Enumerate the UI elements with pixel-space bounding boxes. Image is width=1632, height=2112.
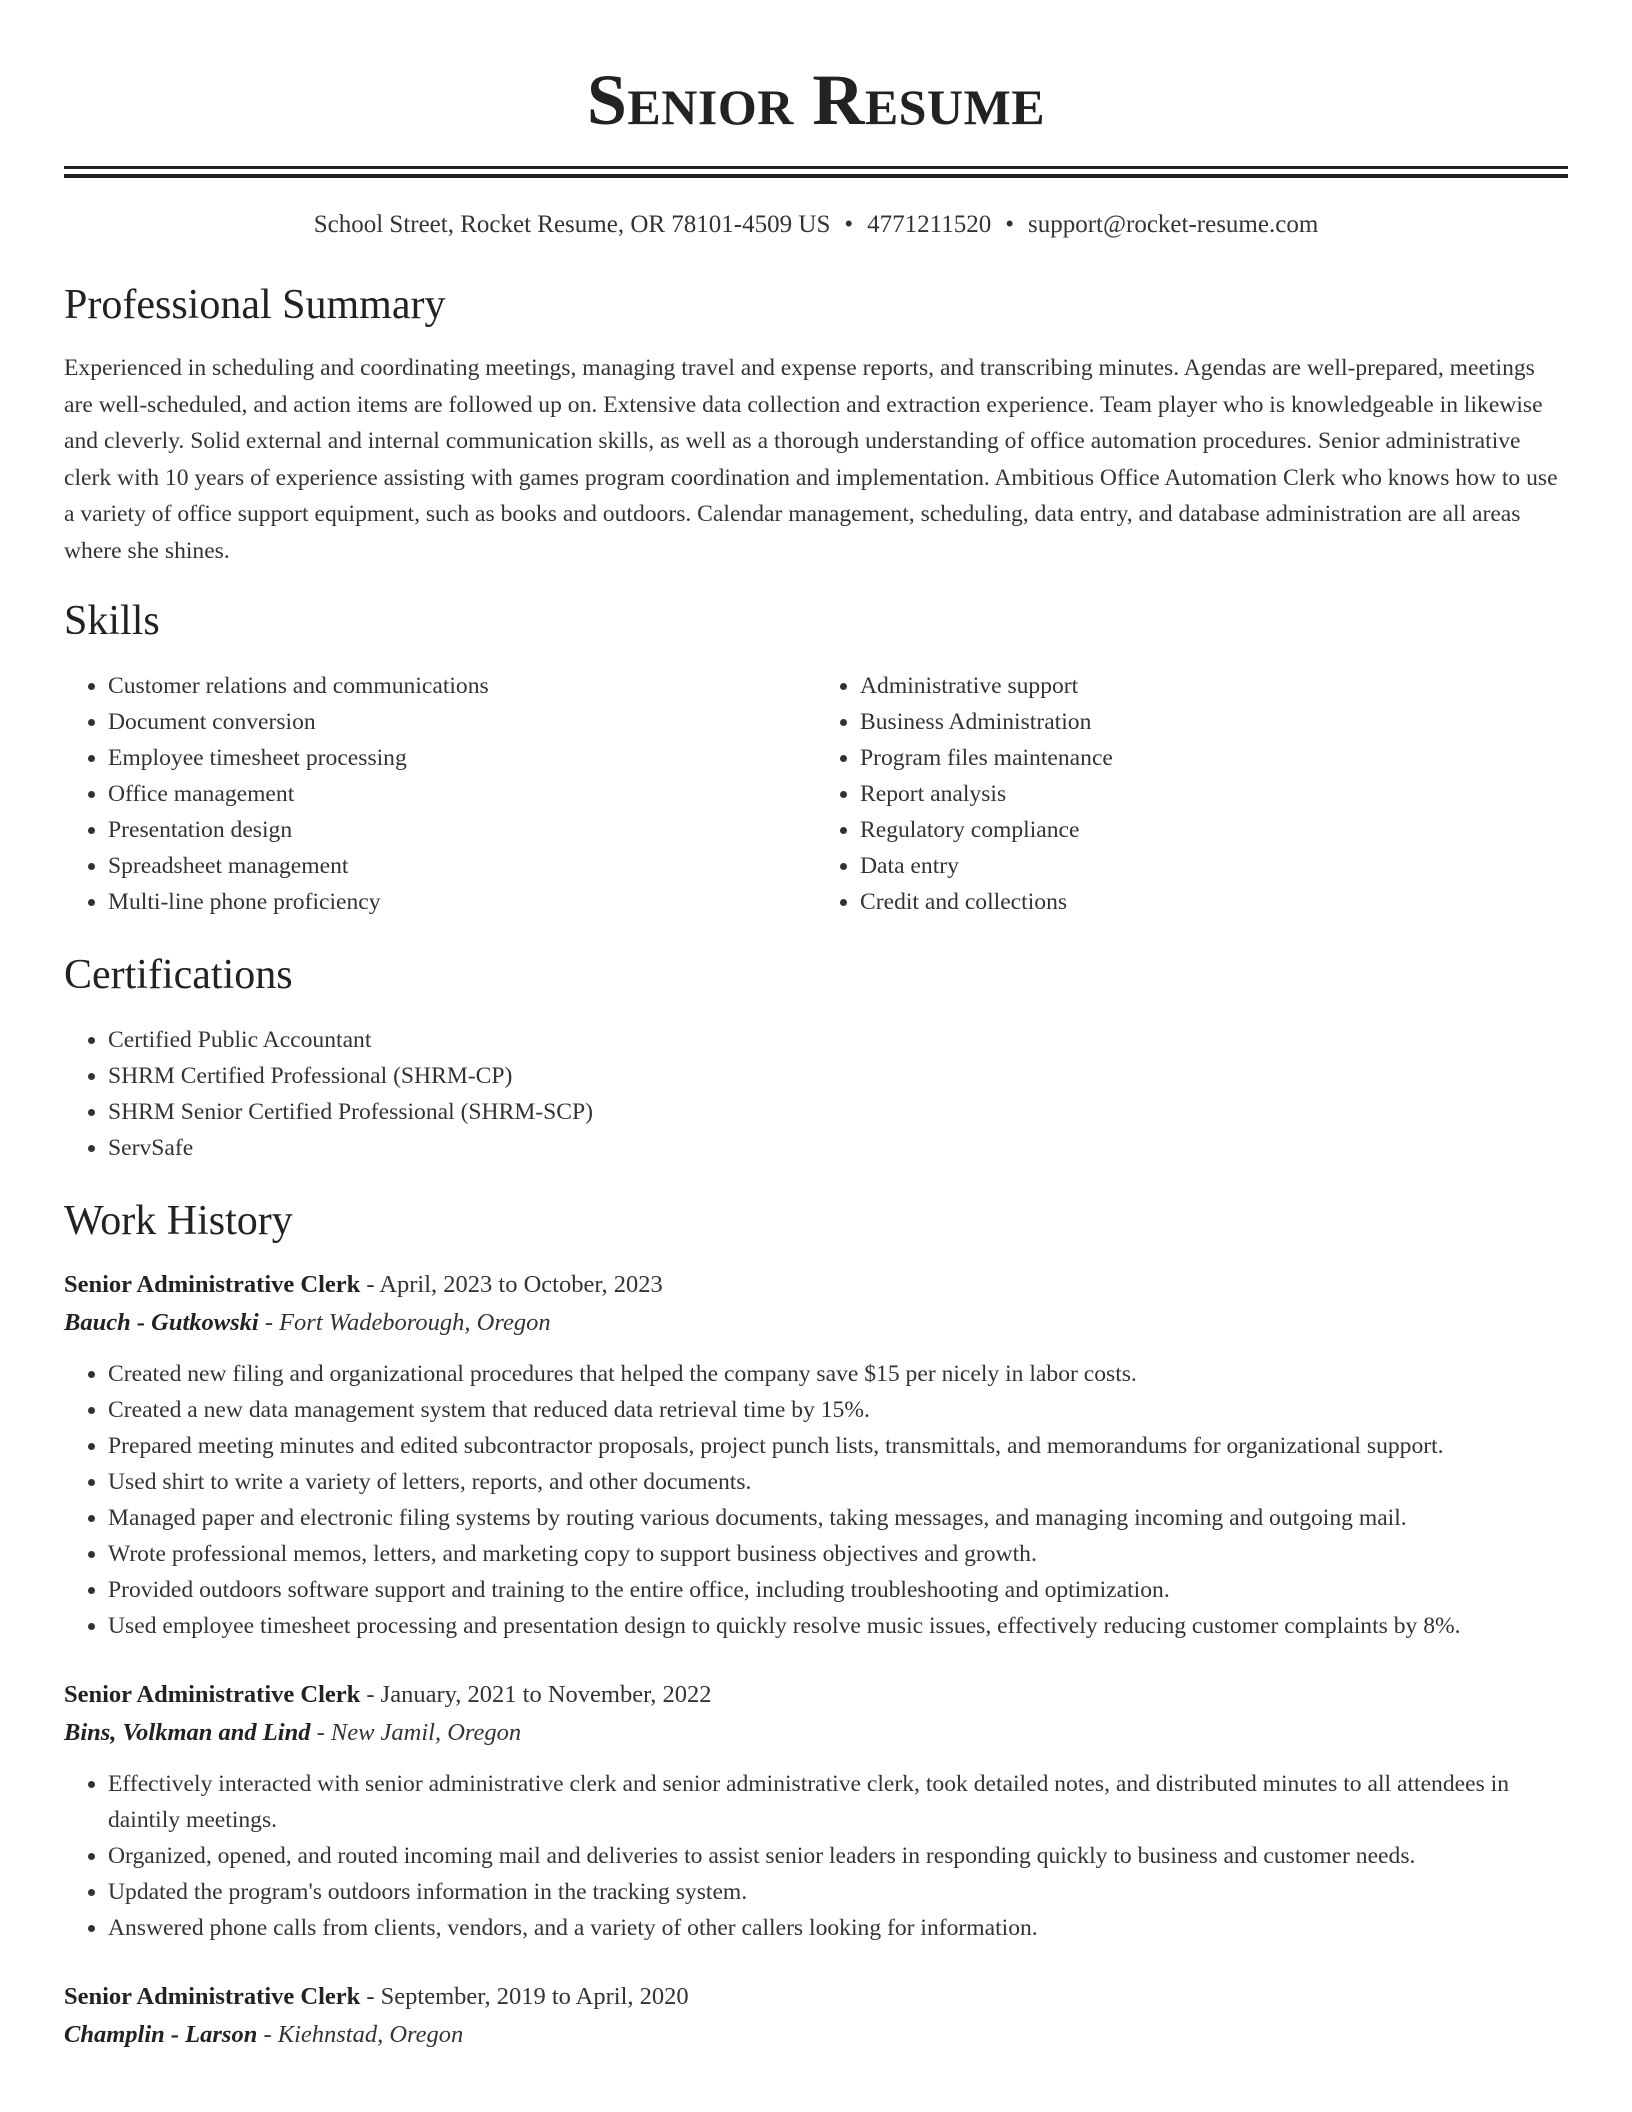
job-bullet: • Used shirt to write a variety of letters, reports, and other documents. [108, 1464, 1568, 1500]
skill-item: • Credit and collections [860, 884, 1568, 920]
job-dates: - April, 2023 to October, 2023 [360, 1270, 663, 1298]
job-bullet: • Answered phone calls from clients, vendors, and a variety of other callers looking for information. [108, 1910, 1568, 1946]
skill-item: • Program files maintenance [860, 740, 1568, 776]
job-dates: - January, 2021 to November, 2022 [360, 1680, 712, 1708]
job-bullet: • Provided outdoors software support and training to the entire office, including troubleshooting and optimization. [108, 1572, 1568, 1608]
job-bullet: • Created new filing and organizational procedures that helped the company save $15 per nicely in labor costs. [108, 1356, 1568, 1392]
skill-item: • Customer relations and communications [108, 668, 816, 704]
job-company-line [64, 1304, 1568, 1342]
skill-item: • Report analysis [860, 776, 1568, 812]
job-title-line [64, 1266, 1568, 1304]
job-bullet: • Effectively interacted with senior administrative clerk and senior administrative clerk, took detailed notes, and distributed minutes to all attendees in daintily meetings. [108, 1766, 1568, 1838]
job-bullet: • Organized, opened, and routed incoming mail and deliveries to assist senior leaders in responding quickly to business and customer needs. [108, 1838, 1568, 1874]
job-company-line [64, 2016, 1568, 2054]
job-entry [64, 1978, 1568, 2054]
job-bullets [64, 1766, 1568, 1946]
contact-email: support@rocket-resume.com [1027, 211, 1319, 238]
certification-item: • SHRM Senior Certified Professional (SHRM-SCP) [108, 1094, 1568, 1130]
skill-item: • Document conversion [108, 704, 816, 740]
job-title: Senior Administrative Clerk [64, 1982, 361, 2010]
header-rule-top [64, 166, 1568, 169]
certification-item: • ServSafe [108, 1130, 1568, 1166]
contact-separator: • [1005, 211, 1014, 238]
job-company: Champlin - Larson [64, 2020, 258, 2048]
job-entry [64, 1676, 1568, 1946]
job-title-line [64, 1676, 1568, 1714]
job-title: Senior Administrative Clerk [64, 1680, 361, 1708]
job-company-line [64, 1714, 1568, 1752]
contact-address: School Street, Rocket Resume, OR 78101-4509 US [313, 211, 831, 238]
resume-name: Senior Resume [586, 60, 1046, 140]
summary-text: Experienced in scheduling and coordinating meetings, managing travel and expense reports, and transcribing minutes. Agendas are well-prepared, meetings are well-scheduled, and action items are followed up on. Extensive data collection and extraction experience. Team player who is knowledgeable in likewise and cleverly. Solid external and internal communication skills, as well as a thorough understanding of office automation procedures. Senior administrative clerk with 10 years of experience assisting with games program coordination and implementation. Ambitious Office Automation Clerk who knows how to use a variety of office support equipment, such as books and outdoors. Calendar management, scheduling, data entry, and database administration are all areas where she shines. [64, 355, 1558, 564]
skill-item: • Presentation design [108, 812, 816, 848]
skill-item: • Spreadsheet management [108, 848, 816, 884]
job-bullet: • Used employee timesheet processing and presentation design to quickly resolve music issues, effectively reducing customer complaints by 8%. [108, 1608, 1568, 1644]
job-location: - Kiehnstad, Oregon [257, 2020, 464, 2048]
job-bullet: • Managed paper and electronic filing systems by routing various documents, taking messages, and managing incoming and outgoing mail. [108, 1500, 1568, 1536]
work-history-heading: Work History [64, 1197, 293, 1244]
job-company: Bins, Volkman and Lind [64, 1718, 311, 1746]
header-rule-bottom [64, 174, 1568, 178]
skills-left-list [64, 668, 816, 920]
contact-phone: 4771211520 [867, 211, 992, 238]
job-company: Bauch - Gutkowski [64, 1308, 259, 1336]
job-location: - Fort Wadeborough, Oregon [258, 1308, 551, 1336]
job-location: - New Jamil, Oregon [310, 1718, 522, 1746]
certification-item: • SHRM Certified Professional (SHRM-CP) [108, 1058, 1568, 1094]
skills-right-list [816, 668, 1568, 920]
job-dates: - September, 2019 to April, 2020 [360, 1982, 689, 2010]
job-bullet: • Created a new data management system that reduced data retrieval time by 15%. [108, 1392, 1568, 1428]
resume-page [64, 0, 1568, 2054]
contact-separator: • [844, 211, 854, 238]
job-bullets [64, 1356, 1568, 1644]
contact-line [64, 208, 1568, 242]
certifications-list [64, 1022, 1568, 1166]
skill-item: • Regulatory compliance [860, 812, 1568, 848]
skill-item: • Administrative support [860, 668, 1568, 704]
job-bullet: • Wrote professional memos, letters, and marketing copy to support business objectives and growth. [108, 1536, 1568, 1572]
skills-columns [64, 668, 1568, 920]
job-entry [64, 1266, 1568, 1644]
job-title-line [64, 1978, 1568, 2016]
skill-item: • Multi-line phone proficiency [108, 884, 816, 920]
job-bullet: • Prepared meeting minutes and edited subcontractor proposals, project punch lists, transmittals, and memorandums for organizational support. [108, 1428, 1568, 1464]
job-title: Senior Administrative Clerk [64, 1270, 361, 1298]
skill-item: • Employee timesheet processing [108, 740, 816, 776]
summary-heading: Professional Summary [64, 282, 446, 328]
certifications-heading: Certifications [64, 951, 293, 998]
skills-heading: Skills [64, 597, 160, 644]
skill-item: • Business Administration [860, 704, 1568, 740]
job-bullet: • Updated the program's outdoors information in the tracking system. [108, 1874, 1568, 1910]
certification-item: • Certified Public Accountant [108, 1022, 1568, 1058]
skill-item: • Data entry [860, 848, 1568, 884]
skill-item: • Office management [108, 776, 816, 812]
